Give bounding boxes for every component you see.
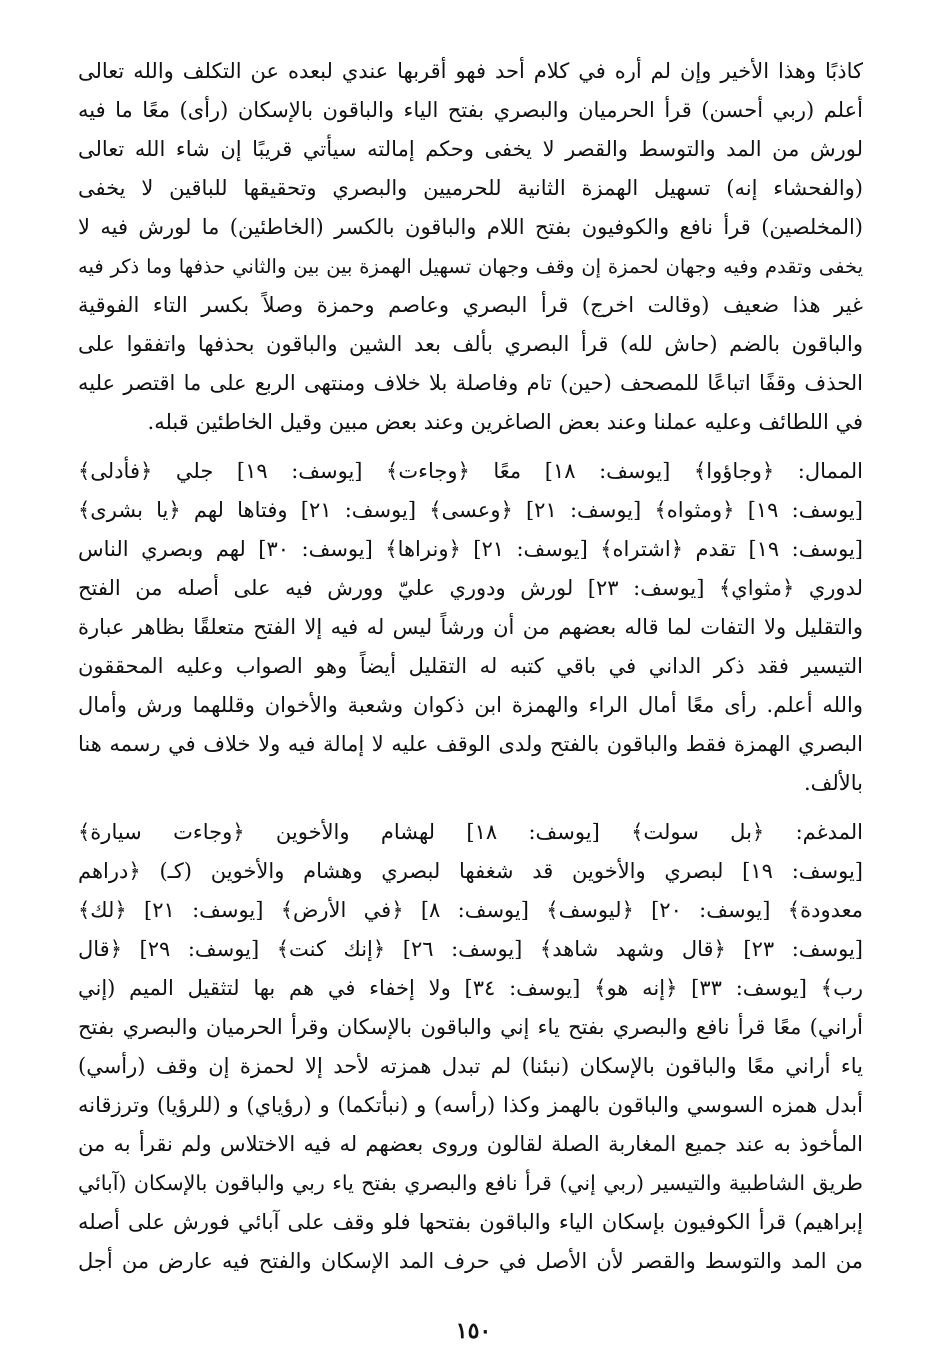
text-line: [يوسف: ١٩] تقدم ﴿اشتراه﴾ [يوسف: ٢١] ﴿ونراها﴾ [يوسف: ٣٠] لهم وبصري الناس xyxy=(78,537,863,561)
paragraph-mumal xyxy=(78,452,863,803)
text-line: والله أعلم. رأى معًا أمال الراء والهمزة ابن ذكوان وشعبة والأخوان وقللهما ورش وأمال xyxy=(78,693,863,717)
text-line: [يوسف: ٢٣] ﴿قال وشهد شاهد﴾ [يوسف: ٢٦] ﴿إنك كنت﴾ [يوسف: ٢٩] ﴿قال xyxy=(78,937,863,961)
page-number: ١٥٠ xyxy=(455,1318,492,1344)
text-line: [يوسف: ١٩] لبصري والأخوين قد شغفها لبصري وهشام والأخوين (كـ) ﴿دراهم xyxy=(78,859,863,883)
text-line: طريق الشاطبية والتيسير (ربي إني) قرأ نافع والبصري بفتح ياء ربي والباقون بالإسكان (آبائي xyxy=(78,1171,863,1195)
text-line: معدودة﴾ [يوسف: ٢٠] ﴿ليوسف﴾ [يوسف: ٨] ﴿في الأرض﴾ [يوسف: ٢١] ﴿لك﴾ xyxy=(78,898,863,922)
paragraph-spacer xyxy=(78,442,863,452)
text-line: إبراهيم) قرأ الكوفيون بإسكان الياء والباقون بفتحها فلو وقف على آبائي فورش على أصله xyxy=(78,1210,863,1234)
text-line: [يوسف: ١٩] ﴿ومثواه﴾ [يوسف: ٢١] ﴿وعسى﴾ [يوسف: ٢١] وفتاها لهم ﴿يا بشرى﴾ xyxy=(78,498,863,522)
text-line: البصري الهمزة فقط والباقون بالفتح ولدى الوقف عليه لا إمالة فيه ولا خلاف في رسمه هنا xyxy=(78,732,863,756)
text-line: بالألف. xyxy=(803,771,863,795)
text-line: والتقليل ولا التفات لما قاله بعضهم من أن ورشاً ليس له فيه إلا الفتح متعلقًا بظاهر عبارة xyxy=(78,615,863,639)
text-line: غير هذا ضعيف (وقالت اخرج) قرأ البصري وعاصم وحمزة وصلاً بكسر التاء الفوقية xyxy=(78,293,863,317)
text-line: لورش من المد والتوسط والقصر لا يخفى وحكم إمالته سيأتي قريبًا إن شاء الله تعالى xyxy=(78,137,863,161)
paragraph-spacer xyxy=(78,803,863,813)
paragraph-mudgham xyxy=(78,813,863,1281)
text-line: من المد والتوسط والقصر لأن الأصل في حرف المد الإسكان والفتح فيه عارض من أجل xyxy=(78,1249,863,1273)
text-line: المأخوذ به عند جميع المغاربة الصلة لقالون وروى بعضهم له فيه الاختلاس ولم نقرأ به من xyxy=(78,1132,863,1156)
paragraph-recitation-notes xyxy=(78,52,863,442)
text-line: يخفى وتقدم وفيه وجهان لحمزة إن وقف وجهان تسهيل الهمزة بين بين والثاني حذفها وما ذكر فيه xyxy=(78,255,863,278)
text-line: (المخلصين) قرأ نافع والكوفيون بفتح اللام والباقون بالكسر (الخاطئين) ما لورش فيه لا xyxy=(78,215,863,239)
text-line: أبدل همزه السوسي والباقون بالهمز وكذا (رأسه) و (نبأتكما) و (رؤياي) و (للرؤيا) وترزقانه xyxy=(78,1093,863,1117)
text-line: (والفحشاء إنه) تسهيل الهمزة الثانية للحرميين والبصري وتحقيقها للباقين لا يخفى xyxy=(78,176,863,200)
text-line: كاذبًا وهذا الأخير وإن لم أره في كلام أحد فهو أقربها عندي لبعده عن التكلف والله تعالى xyxy=(78,59,863,83)
text-line: المدغم: ﴿بل سولت﴾ [يوسف: ١٨] لهشام والأخوين ﴿وجاءت سيارة﴾ xyxy=(78,820,863,844)
page-body xyxy=(78,52,863,1281)
text-line: لدوري ﴿مثواي﴾ [يوسف: ٢٣] لورش ودوري عليّ وورش فيه على أصله من الفتح xyxy=(78,576,863,600)
text-line: التيسير فقد ذكر الداني في باقي كتبه له التقليل أيضاً وهو الصواب وعليه المحققون xyxy=(78,654,863,678)
text-line: ياء أراني معًا والباقون بالإسكان (نبئنا) لم تبدل همزته لأحد إلا لحمزة إن وقف (رأسي) xyxy=(78,1054,863,1078)
text-line: الحذف وقفًا اتباعًا للمصحف (حين) تام وفاصلة بلا خلاف ومنتهى الربع على ما اقتصر عليه xyxy=(78,371,863,395)
text-line: في اللطائف وعليه عملنا وعند بعض الصاغرين وعند بعض مبين وقيل الخاطئين قبله. xyxy=(147,410,863,434)
text-line: والباقون بالضم (حاش لله) قرأ البصري بألف بعد الشين والباقون بحذفها واتفقوا على xyxy=(78,332,863,356)
text-line: رب﴾ [يوسف: ٣٣] ﴿إنه هو﴾ [يوسف: ٣٤] ولا إخفاء في هم بها لتثقيل الميم (إني xyxy=(78,976,863,1000)
text-line: الممال: ﴿وجاؤوا﴾ [يوسف: ١٨] معًا ﴿وجاءت﴾ [يوسف: ١٩] جلي ﴿فأدلى﴾ xyxy=(78,459,863,483)
text-line: أراني) معًا قرأ نافع والبصري بفتح ياء إني والباقون بالإسكان وقرأ الحرميان والبصري بفتح xyxy=(78,1015,863,1039)
text-line: أعلم (ربي أحسن) قرأ الحرميان والبصري بفتح الياء والباقون بالإسكان (رأى) معًا ما فيه xyxy=(78,98,863,122)
